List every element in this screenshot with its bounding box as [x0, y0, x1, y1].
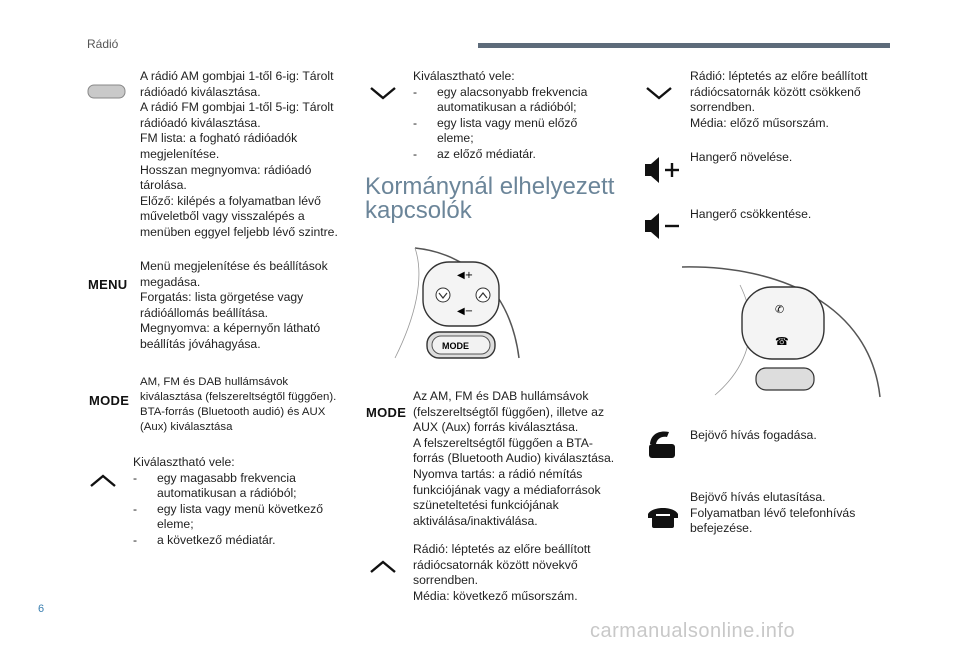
- page-number: 6: [38, 603, 45, 615]
- chevron-up-icon: [369, 560, 397, 574]
- header-bar: [478, 43, 890, 48]
- watermark: carmanualsonline.info: [590, 620, 796, 642]
- list-item: - egy magasabb frekvencia automatikusan a rádióból;: [133, 471, 343, 502]
- list-item: - egy lista vagy menü előző eleme;: [413, 116, 613, 147]
- down-wheel-text: Rádió: léptetés az előre beállított rádiócsatornák között csökkenő sorrendben. Média: előző műsorszám.: [690, 69, 868, 130]
- mode-icon: MODE: [89, 393, 130, 408]
- svg-text:◀+: ◀+: [457, 270, 474, 281]
- answer-call-text: Bejövő hívás fogadása.: [690, 428, 817, 442]
- list-item: - az előző médiatár.: [413, 147, 613, 163]
- chevron-down-icon: [645, 86, 673, 100]
- steering-wheel-right-illustration: [680, 265, 885, 400]
- mode-wheel-text: Az AM, FM és DAB hullámsávok (felszereltségtől függően), illetve az AUX (Aux) forrás kiválasztása. A felszereltségtől függően a BTA-forrás (Bluetooth Audio) kiválasztása. Nyomva tartás: a rádió némítás funkciójának vagy a médiaforrások szüneteltetési funkciójának aktiválása/inaktiválása.: [413, 389, 615, 528]
- phone-reject-icon: [646, 504, 680, 530]
- volume-down-text: Hangerő csökkentése.: [690, 207, 812, 221]
- reject-call-text: Bejövő hívás elutasítása. Folyamatban lévő telefonhívás befejezése.: [690, 490, 856, 536]
- svg-text:☎: ☎: [775, 335, 789, 348]
- volume-up-icon: [643, 156, 683, 184]
- svg-text:◀−: ◀−: [457, 306, 474, 317]
- section-heading: Kormánynál elhelyezett kapcsolók: [365, 173, 615, 224]
- steering-wheel-left-illustration: [395, 248, 525, 373]
- preset-button-icon: [87, 84, 127, 100]
- up-list: [133, 455, 343, 549]
- up-intro: Kiválasztható vele:: [133, 455, 235, 469]
- phone-answer-icon: [647, 430, 677, 460]
- up-items: [133, 471, 343, 549]
- list-item: - egy alacsonyabb frekvencia automatikusan a rádióból;: [413, 85, 613, 116]
- chevron-up-icon: [89, 474, 117, 488]
- menu-text: Menü megjelenítése és beállítások megadása. Forgatás: lista görgetése vagy rádióállomás beállítása. Megnyomva: a képernyőn látható beállítás jóváhagyása.: [140, 259, 328, 351]
- mode-text: AM, FM és DAB hullámsávok kiválasztása (felszereltségtől függően). BTA-forrás (Bluetooth audió) és AUX (Aux) kiválasztása: [140, 376, 337, 433]
- list-item: - a következő médiatár.: [133, 533, 343, 549]
- mode-icon: MODE: [366, 405, 407, 420]
- down-list: [413, 69, 613, 163]
- up-wheel-text: Rádió: léptetés az előre beállított rádiócsatornák között növekvő sorrendben. Média: következő műsorszám.: [413, 542, 591, 603]
- volume-up-text: Hangerő növelése.: [690, 150, 793, 164]
- menu-icon: MENU: [88, 277, 128, 292]
- preset-buttons-text: A rádió AM gombjai 1-től 6-ig: Tárolt rádióadó kiválasztása. A rádió FM gombjai 1-től 5-ig: Tárolt rádióadó kiválasztása. FM lista: a fogható rádióadók megjelenítése. Hosszan megnyomva: rádióadó tárolása. Előző: kilépés a folyamatban lévő műveletből vagy visszalépés a menüben eggyel feljebb lévő szintre.: [140, 69, 338, 239]
- down-items: [413, 85, 613, 163]
- chevron-down-icon: [369, 86, 397, 100]
- svg-text:✆: ✆: [775, 303, 785, 316]
- section-title: Rádió: [87, 37, 119, 51]
- volume-down-icon: [643, 212, 683, 240]
- down-intro: Kiválasztható vele:: [413, 69, 515, 83]
- wheel-mode-button-label: MODE: [442, 341, 469, 351]
- list-item: - egy lista vagy menü következő eleme;: [133, 502, 343, 533]
